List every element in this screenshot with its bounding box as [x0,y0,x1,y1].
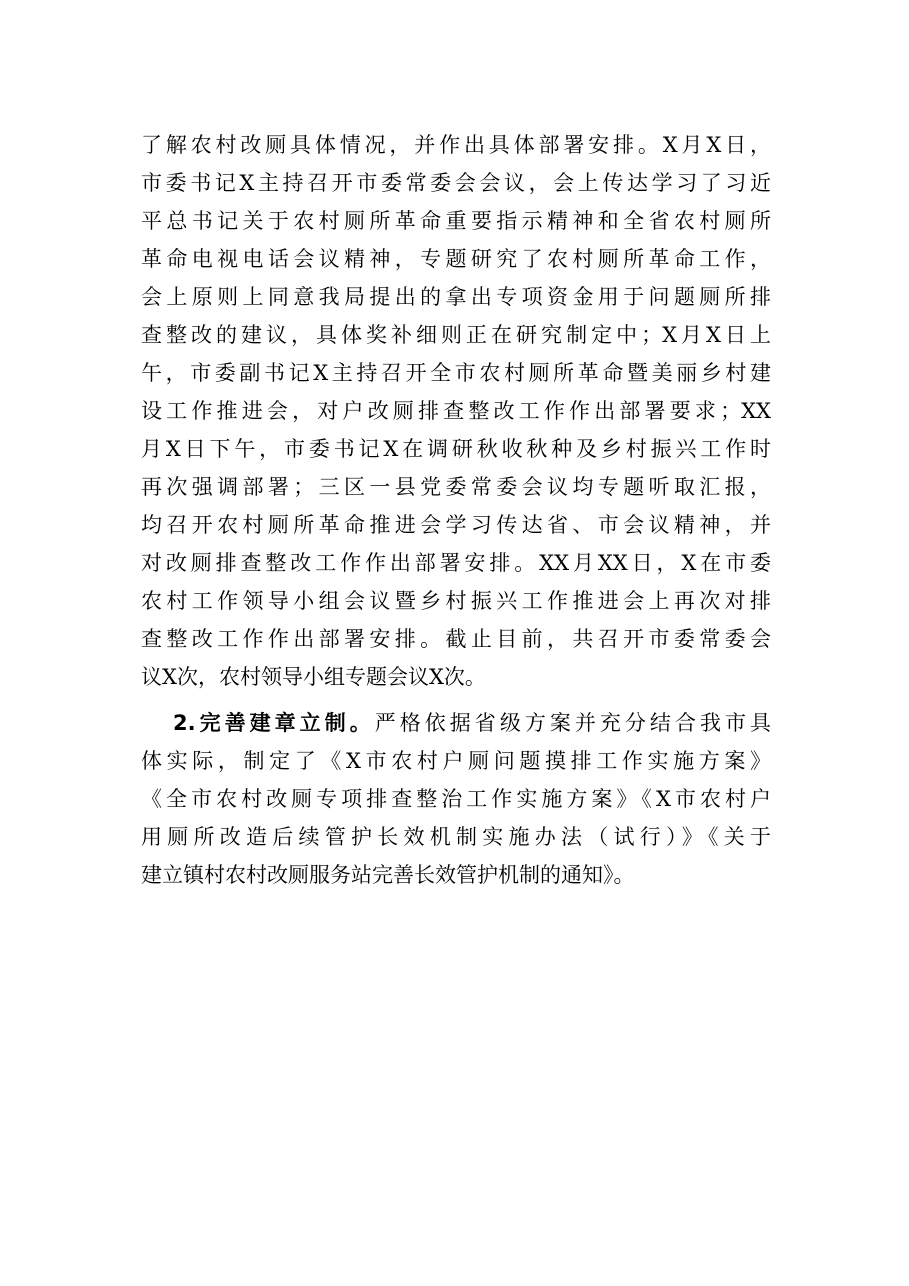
paragraph-line-rest: 严格依据省级方案并充分结合我市具 [374,711,771,735]
paragraph-line: 均召开农村厕所革命推进会学习传达省、市会议精神，并 [141,513,771,537]
paragraph-line: 用厕所改造后续管护长效机制实施办法（试行）》《关于 [141,825,771,849]
document-page [141,126,771,894]
paragraph-line: 午，市委副书记X主持召开全市农村厕所革命暨美丽乡村建 [141,361,771,385]
paragraph-line: 会上原则上同意我局提出的拿出专项资金用于问题厕所排 [141,285,771,309]
paragraph-2 [141,704,771,894]
paragraph-line: 革命电视电话会议精神，专题研究了农村厕所革命工作， [141,247,771,271]
paragraph-line: 月X日下午，市委书记X在调研秋收秋种及乡村振兴工作时 [141,437,771,461]
paragraph-first-line [141,704,771,742]
paragraph-line: 查整改的建议，具体奖补细则正在研究制定中；X月X日上 [141,323,771,347]
paragraph-line: 再次强调部署；三区一县党委常委会议均专题听取汇报， [141,475,771,499]
paragraph-line: 农村工作领导小组会议暨乡村振兴工作推进会上再次对排 [141,589,771,613]
paragraph-line: 《全市农村改厕专项排查整治工作实施方案》《X市农村户 [141,787,771,811]
section-heading: 2.完善建章立制。 [173,711,375,735]
paragraph-1 [141,126,771,696]
paragraph-line: 市委书记X主持召开市委常委会会议，会上传达学习了习近 [141,171,771,195]
paragraph-line: 议X次，农村领导小组专题会议X次。 [141,665,486,689]
paragraph-line: 建立镇村农村改厕服务站完善长效管护机制的通知》。 [141,863,635,887]
paragraph-spacer [141,696,771,704]
paragraph-line: 设工作推进会，对户改厕排查整改工作作出部署要求；XX [141,399,771,423]
paragraph-line: 体实际，制定了《X市农村户厕问题摸排工作实施方案》 [141,749,771,773]
paragraph-line: 平总书记关于农村厕所革命重要指示精神和全省农村厕所 [141,209,771,233]
paragraph-line: 对改厕排查整改工作作出部署安排。XX月XX日，X在市委 [141,551,771,575]
paragraph-line: 查整改工作作出部署安排。截止目前，共召开市委常委会 [141,627,771,651]
paragraph-line: 了解农村改厕具体情况，并作出具体部署安排。X月X日， [141,133,771,157]
